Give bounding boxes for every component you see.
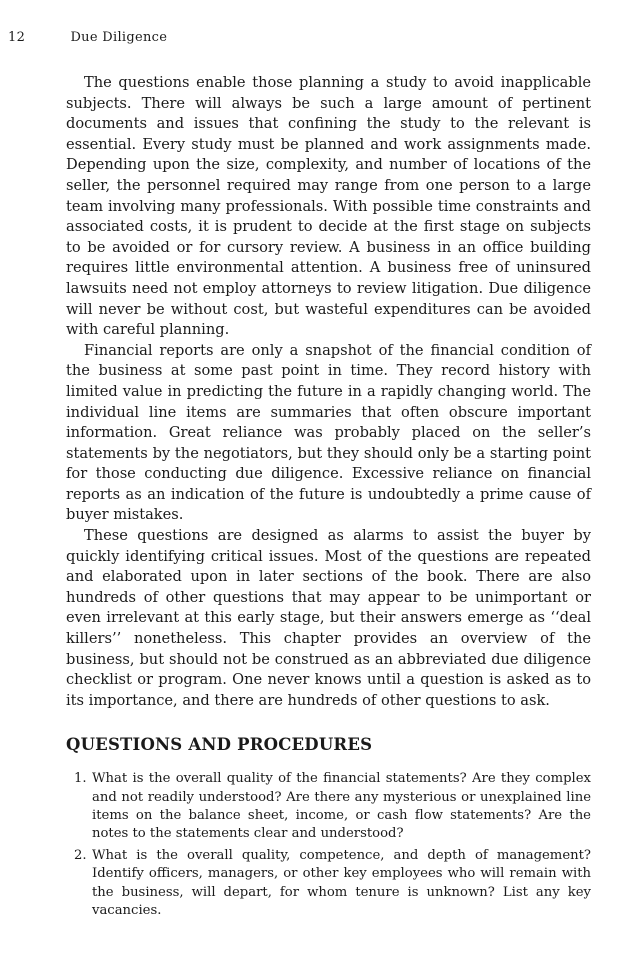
question-number: 1.	[74, 771, 87, 787]
paragraph-financial-reports: Financial reports are only a snapshot of the financial condition of the business at some past point in time. They record history with limited value in predicting the future in a rapidly changing world. The individual line items are summaries that often obscure important information. Great reliance was probably placed on the seller’s statements by the negotiators, but they should only be a starting point for those conducting due diligence. Excessive reliance on financial reports as an indication of the future is undoubtedly a prime cause of buyer mistakes.	[66, 341, 591, 524]
question-number: 2.	[74, 848, 87, 864]
section-heading: QUESTIONS AND PROCEDURES	[66, 735, 373, 755]
running-title: Due Diligence	[70, 30, 168, 45]
page-number: 12	[8, 30, 26, 45]
question-text: What is the overall quality of the financial statements? Are they complex and not readily understood? Are there any mysterious or unexplained line items on the balance sheet, income, or cash flow statements? Are the notes to the statements clear and understood?	[92, 771, 591, 842]
body-text	[66, 73, 591, 924]
question-text: What is the overall quality, competence, and depth of management? Identify officers, managers, or other key employees who will remain with the business, will depart, for whom tenure is unknown? List any key vacancies.	[92, 848, 591, 918]
question-item	[74, 770, 591, 843]
running-header	[8, 30, 167, 45]
paragraph-alarms: These questions are designed as alarms to assist the buyer by quickly identifying critical issues. Most of the questions are repeated and elaborated upon in later sections of the book. There are also hundreds of other questions that may appear to be unimportant or even irrelevant at this early stage, but their answers emerge as ‘‘deal killers’’ nonetheless. This chapter provides an overview of the business, but should not be construed as an abbreviated due diligence checklist or program. One never knows until a question is asked as to its importance, and there are hundreds of other questions to ask.	[66, 527, 591, 709]
questions-list	[66, 770, 591, 920]
paragraph-planning: The questions enable those planning a study to avoid inapplicable subjects. There will always be such a large amount of pertinent documents and issues that confining the study to the relevant is essential. Every study must be planned and work assignments made. Depending upon the size, complexity, and number of locations of the seller, the personnel required may range from one person to a large team involving many professionals. With possible time constraints and associated costs, it is prudent to decide at the first stage on subjects to be avoided or for cursory review. A business in an office building requires little environmental attention. A business free of uninsured lawsuits need not employ attorneys to review litigation. Due diligence will never be without cost, but wasteful expenditures can be avoided with careful planning.	[66, 74, 591, 339]
question-item	[74, 847, 591, 920]
